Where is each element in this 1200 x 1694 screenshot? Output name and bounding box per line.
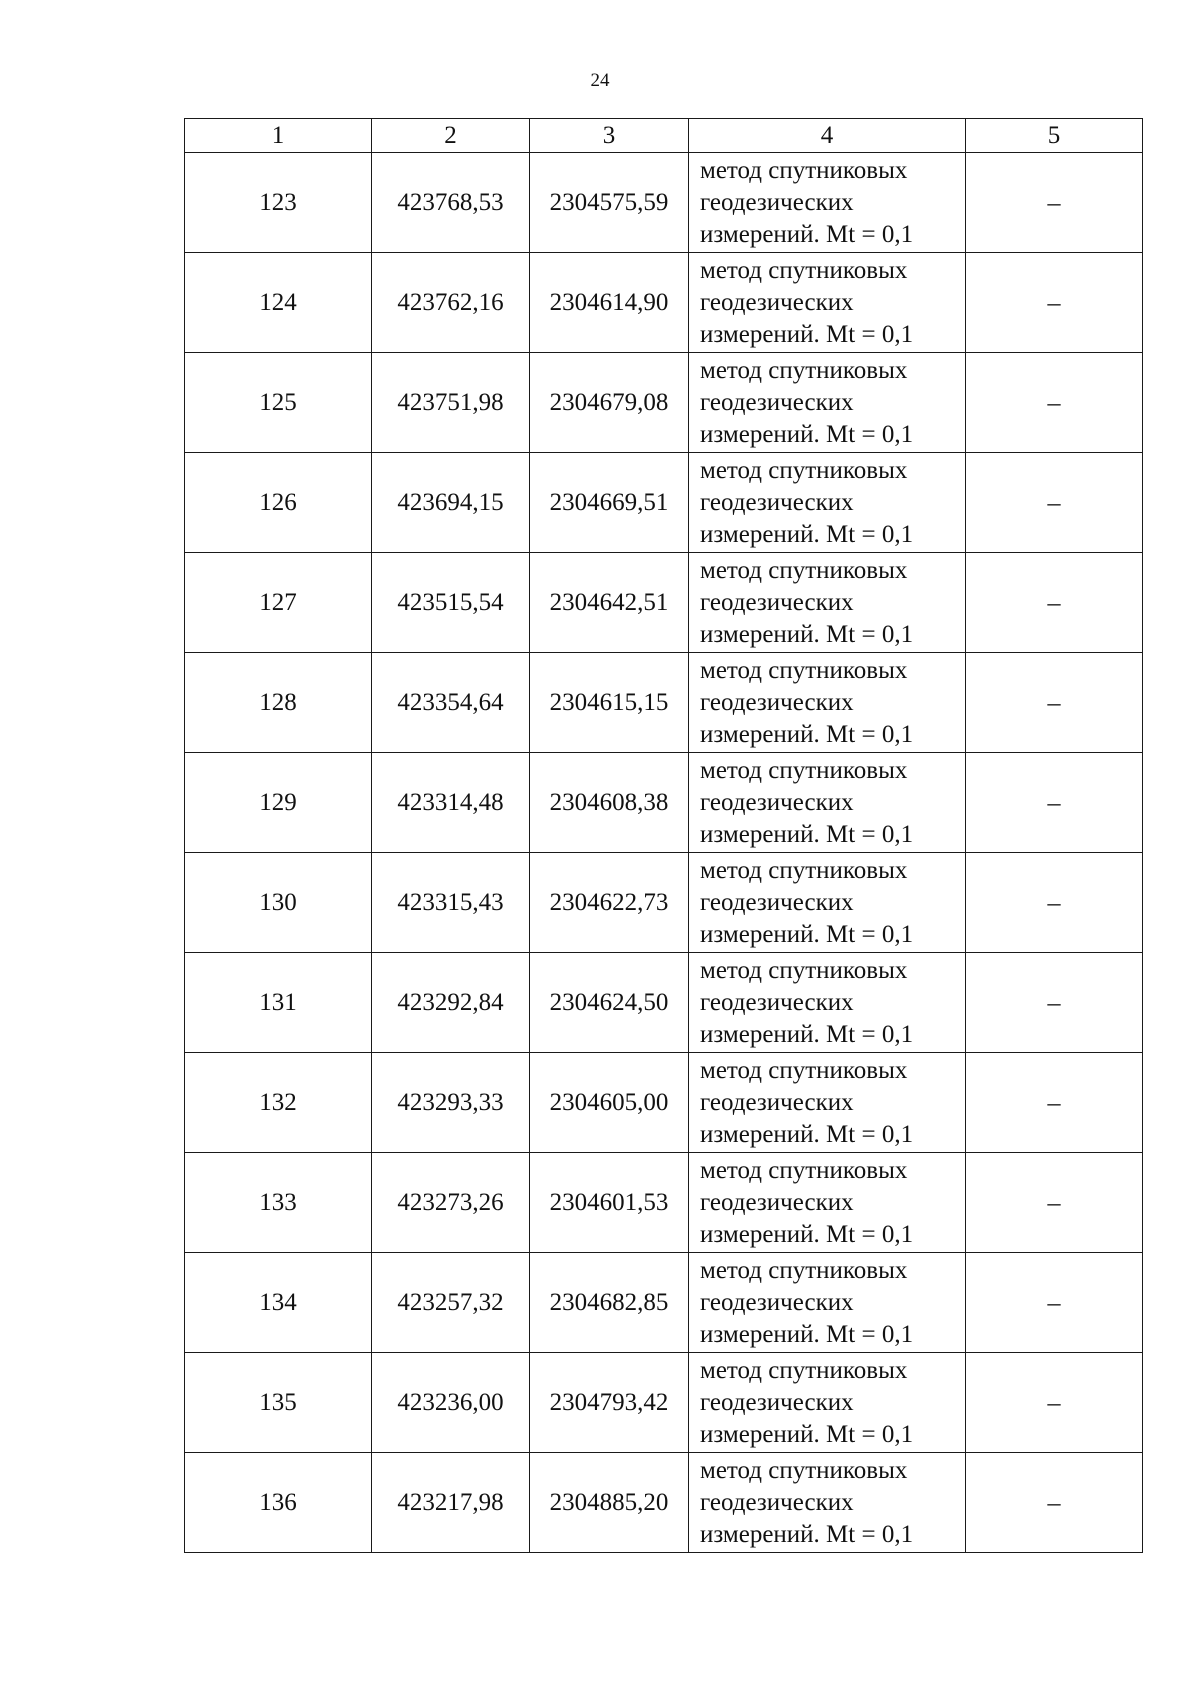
y-coordinate-cell: 2304605,00	[530, 1053, 689, 1153]
column-header-3: 3	[530, 119, 689, 153]
table-row	[185, 1153, 1143, 1253]
method-line: метод спутниковых	[700, 556, 908, 584]
method-line: измерений. Mt = 0,1	[700, 620, 914, 648]
method-cell	[689, 1253, 966, 1353]
y-coordinate-cell: 2304679,08	[530, 353, 689, 453]
x-coordinate-cell: 423293,33	[372, 1053, 530, 1153]
table-row	[185, 853, 1143, 953]
method-line: измерений. Mt = 0,1	[700, 820, 914, 848]
table-row	[185, 1253, 1143, 1353]
point-number-cell: 135	[185, 1353, 372, 1453]
x-coordinate-cell: 423273,26	[372, 1153, 530, 1253]
method-line: измерений. Mt = 0,1	[700, 320, 914, 348]
method-line: геодезических	[700, 1188, 854, 1216]
x-coordinate-cell: 423751,98	[372, 353, 530, 453]
note-cell: –	[966, 353, 1143, 453]
note-cell: –	[966, 953, 1143, 1053]
x-coordinate-cell: 423236,00	[372, 1353, 530, 1453]
method-line: метод спутниковых	[700, 456, 908, 484]
table-row	[185, 1453, 1143, 1553]
x-coordinate-cell: 423768,53	[372, 153, 530, 253]
y-coordinate-cell: 2304622,73	[530, 853, 689, 953]
point-number-cell: 125	[185, 353, 372, 453]
method-line: метод спутниковых	[700, 856, 908, 884]
column-header-2: 2	[372, 119, 530, 153]
method-line: измерений. Mt = 0,1	[700, 420, 914, 448]
method-line: геодезических	[700, 888, 854, 916]
method-line: метод спутниковых	[700, 156, 908, 184]
method-line: измерений. Mt = 0,1	[700, 1520, 914, 1548]
note-cell: –	[966, 1053, 1143, 1153]
method-line: измерений. Mt = 0,1	[700, 1320, 914, 1348]
method-line: геодезических	[700, 388, 854, 416]
point-number-cell: 123	[185, 153, 372, 253]
table-row	[185, 253, 1143, 353]
x-coordinate-cell: 423315,43	[372, 853, 530, 953]
method-cell	[689, 453, 966, 553]
y-coordinate-cell: 2304601,53	[530, 1153, 689, 1253]
page-number: 24	[590, 70, 610, 91]
y-coordinate-cell: 2304624,50	[530, 953, 689, 1053]
column-header-4: 4	[689, 119, 966, 153]
method-line: метод спутниковых	[700, 256, 908, 284]
method-line: метод спутниковых	[700, 1456, 908, 1484]
point-number-cell: 133	[185, 1153, 372, 1253]
method-cell	[689, 353, 966, 453]
method-line: геодезических	[700, 588, 854, 616]
note-cell: –	[966, 1153, 1143, 1253]
table-row	[185, 653, 1143, 753]
y-coordinate-cell: 2304575,59	[530, 153, 689, 253]
point-number-cell: 124	[185, 253, 372, 353]
y-coordinate-cell: 2304793,42	[530, 1353, 689, 1453]
y-coordinate-cell: 2304642,51	[530, 553, 689, 653]
method-cell	[689, 1053, 966, 1153]
method-line: метод спутниковых	[700, 1156, 908, 1184]
method-line: измерений. Mt = 0,1	[700, 220, 914, 248]
method-line: метод спутниковых	[700, 1256, 908, 1284]
method-line: геодезических	[700, 988, 854, 1016]
method-line: геодезических	[700, 1288, 854, 1316]
method-line: геодезических	[700, 488, 854, 516]
note-cell: –	[966, 1453, 1143, 1553]
point-number-cell: 129	[185, 753, 372, 853]
table-header-row	[185, 119, 1143, 153]
note-cell: –	[966, 853, 1143, 953]
y-coordinate-cell: 2304669,51	[530, 453, 689, 553]
column-header-1: 1	[185, 119, 372, 153]
point-number-cell: 127	[185, 553, 372, 653]
method-line: метод спутниковых	[700, 756, 908, 784]
method-cell	[689, 1153, 966, 1253]
method-cell	[689, 153, 966, 253]
method-line: геодезических	[700, 288, 854, 316]
method-line: метод спутниковых	[700, 656, 908, 684]
method-line: измерений. Mt = 0,1	[700, 1120, 914, 1148]
method-cell	[689, 953, 966, 1053]
method-line: измерений. Mt = 0,1	[700, 520, 914, 548]
y-coordinate-cell: 2304615,15	[530, 653, 689, 753]
column-header-5: 5	[966, 119, 1143, 153]
method-cell	[689, 253, 966, 353]
method-cell	[689, 853, 966, 953]
method-cell	[689, 553, 966, 653]
note-cell: –	[966, 1353, 1143, 1453]
x-coordinate-cell: 423354,64	[372, 653, 530, 753]
method-line: геодезических	[700, 1488, 854, 1516]
note-cell: –	[966, 553, 1143, 653]
y-coordinate-cell: 2304885,20	[530, 1453, 689, 1553]
method-cell	[689, 1453, 966, 1553]
point-number-cell: 128	[185, 653, 372, 753]
method-line: измерений. Mt = 0,1	[700, 1420, 914, 1448]
x-coordinate-cell: 423515,54	[372, 553, 530, 653]
coordinates-table	[184, 118, 1143, 1553]
x-coordinate-cell: 423257,32	[372, 1253, 530, 1353]
table-row	[185, 453, 1143, 553]
note-cell: –	[966, 653, 1143, 753]
y-coordinate-cell: 2304614,90	[530, 253, 689, 353]
method-line: измерений. Mt = 0,1	[700, 920, 914, 948]
method-line: метод спутниковых	[700, 1056, 908, 1084]
table-row	[185, 353, 1143, 453]
method-cell	[689, 653, 966, 753]
x-coordinate-cell: 423217,98	[372, 1453, 530, 1553]
table-row	[185, 953, 1143, 1053]
method-line: измерений. Mt = 0,1	[700, 1220, 914, 1248]
method-line: геодезических	[700, 688, 854, 716]
table-row	[185, 1053, 1143, 1153]
method-line: метод спутниковых	[700, 356, 908, 384]
method-line: геодезических	[700, 1388, 854, 1416]
y-coordinate-cell: 2304682,85	[530, 1253, 689, 1353]
x-coordinate-cell: 423694,15	[372, 453, 530, 553]
point-number-cell: 130	[185, 853, 372, 953]
table-row	[185, 153, 1143, 253]
table-body	[185, 153, 1143, 1553]
point-number-cell: 126	[185, 453, 372, 553]
table-row	[185, 753, 1143, 853]
note-cell: –	[966, 153, 1143, 253]
note-cell: –	[966, 753, 1143, 853]
point-number-cell: 136	[185, 1453, 372, 1553]
table-row	[185, 553, 1143, 653]
method-line: геодезических	[700, 1088, 854, 1116]
note-cell: –	[966, 453, 1143, 553]
x-coordinate-cell: 423292,84	[372, 953, 530, 1053]
method-line: метод спутниковых	[700, 1356, 908, 1384]
x-coordinate-cell: 423314,48	[372, 753, 530, 853]
point-number-cell: 132	[185, 1053, 372, 1153]
method-line: измерений. Mt = 0,1	[700, 1020, 914, 1048]
point-number-cell: 134	[185, 1253, 372, 1353]
method-line: геодезических	[700, 788, 854, 816]
point-number-cell: 131	[185, 953, 372, 1053]
method-line: измерений. Mt = 0,1	[700, 720, 914, 748]
method-cell	[689, 753, 966, 853]
method-cell	[689, 1353, 966, 1453]
note-cell: –	[966, 253, 1143, 353]
method-line: геодезических	[700, 188, 854, 216]
x-coordinate-cell: 423762,16	[372, 253, 530, 353]
note-cell: –	[966, 1253, 1143, 1353]
y-coordinate-cell: 2304608,38	[530, 753, 689, 853]
method-line: метод спутниковых	[700, 956, 908, 984]
table-row	[185, 1353, 1143, 1453]
